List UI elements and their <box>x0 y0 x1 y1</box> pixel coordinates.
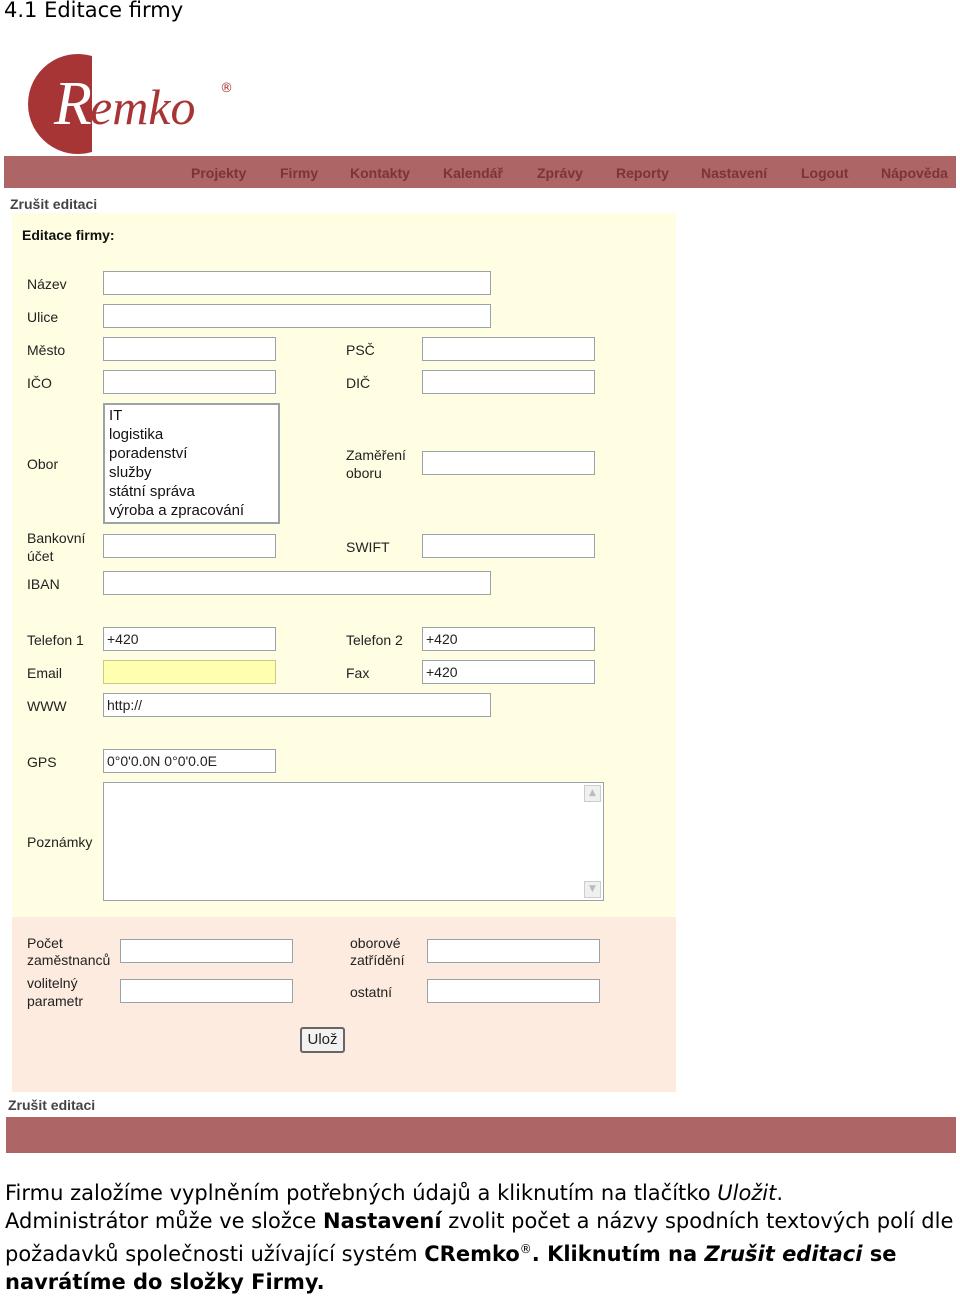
gps-input[interactable] <box>103 749 276 773</box>
label-gps: GPS <box>27 754 57 770</box>
svg-text:R: R <box>54 70 92 138</box>
label-oborove-2: zatřídění <box>350 952 405 968</box>
fax-input[interactable] <box>422 660 595 684</box>
cancel-edit-link-bottom[interactable]: Zrušit editaci <box>8 1097 96 1113</box>
para-bold: se navrátíme do složky Firmy. <box>5 1242 897 1294</box>
oborove-zatrideni-input[interactable] <box>427 939 600 963</box>
nav-kalendar[interactable]: Kalendář <box>443 165 503 181</box>
nav-napoveda[interactable]: Nápověda <box>881 165 948 181</box>
label-ostatni: ostatní <box>350 984 393 1000</box>
scroll-up-icon[interactable]: ▲ <box>584 785 601 802</box>
zamereni-oboru-input[interactable] <box>422 451 595 475</box>
nav-firmy[interactable]: Firmy <box>280 165 319 181</box>
form-title: Editace firmy: <box>22 227 115 243</box>
para-text: Firmu založíme vyplněním potřebných údajů a kliknutím na tlačítko <box>5 1181 718 1205</box>
mesto-input[interactable] <box>103 337 276 361</box>
label-bankovni-2: účet <box>27 548 54 564</box>
para-text: zvolit počet a názvy spodních textových polí dle požadavků společnosti užívající systém <box>5 1209 954 1266</box>
nav-projekty[interactable]: Projekty <box>191 165 247 181</box>
label-telefon2: Telefon 2 <box>346 632 403 648</box>
label-fax: Fax <box>346 665 370 681</box>
email-input[interactable] <box>103 660 276 684</box>
label-psc: PSČ <box>346 342 375 358</box>
svg-text:emko: emko <box>90 79 196 135</box>
remko-logo <box>6 52 238 156</box>
para-text: Administrátor může ve složce <box>5 1209 324 1233</box>
label-ico: IČO <box>27 375 52 391</box>
nav-kontakty[interactable]: Kontakty <box>350 165 410 181</box>
nazev-input[interactable] <box>103 271 491 295</box>
pocet-zamestnancu-input[interactable] <box>120 939 293 963</box>
label-oborove: oborové <box>350 935 401 951</box>
bankovni-ucet-input[interactable] <box>103 534 276 558</box>
label-zamereni-2: oboru <box>346 465 382 481</box>
obor-option[interactable]: služby <box>109 464 152 481</box>
dic-input[interactable] <box>422 370 595 394</box>
svg-text:®: ® <box>220 81 233 96</box>
nav-nastaveni[interactable]: Nastavení <box>701 165 768 181</box>
cancel-edit-link-top[interactable]: Zrušit editaci <box>10 196 98 212</box>
footer-bar <box>6 1117 956 1153</box>
label-dic: DIČ <box>346 375 371 391</box>
nav-zpravy[interactable]: Zprávy <box>537 165 583 181</box>
label-email: Email <box>27 665 63 681</box>
ostatni-input[interactable] <box>427 979 600 1003</box>
label-volitelny: volitelný <box>27 975 78 991</box>
label-pocet-2: zaměstnanců <box>27 952 111 968</box>
para-italic: Uložit <box>717 1181 777 1205</box>
para-bold-italic: Zrušit editaci <box>704 1242 863 1266</box>
main-nav <box>4 156 956 188</box>
obor-option[interactable]: poradenství <box>109 445 188 462</box>
label-swift: SWIFT <box>346 539 390 555</box>
obor-option[interactable]: výroba a zpracování <box>109 502 245 519</box>
obor-option[interactable]: logistika <box>109 426 164 443</box>
label-telefon1: Telefon 1 <box>27 632 84 648</box>
label-www: WWW <box>27 698 67 714</box>
para-registered: ® <box>519 1242 532 1256</box>
para-bold: Nastavení <box>323 1209 442 1233</box>
nav-logout[interactable]: Logout <box>801 165 849 181</box>
ulice-input[interactable] <box>103 304 491 328</box>
description-paragraph <box>5 1179 955 1296</box>
para-bold: . Kliknutím na <box>531 1242 705 1266</box>
iban-input[interactable] <box>103 571 491 595</box>
label-bankovni: Bankovní <box>27 530 86 546</box>
obor-option[interactable]: IT <box>109 407 123 424</box>
obor-option[interactable]: státní správa <box>109 483 195 500</box>
telefon1-input[interactable] <box>103 627 276 651</box>
label-nazev: Název <box>27 276 67 292</box>
label-volitelny-2: parametr <box>27 993 84 1009</box>
ico-input[interactable] <box>103 370 276 394</box>
swift-input[interactable] <box>422 534 595 558</box>
label-zamereni: Zaměření <box>346 447 406 463</box>
page-heading: 4.1 Editace firmy <box>4 0 184 22</box>
obor-listbox[interactable] <box>103 403 280 524</box>
para-text: . <box>776 1181 784 1205</box>
volitelny-parametr-input[interactable] <box>120 979 293 1003</box>
nav-reporty[interactable]: Reporty <box>616 165 669 181</box>
para-brand: CRemko <box>424 1242 520 1266</box>
label-ulice: Ulice <box>27 309 59 325</box>
save-button[interactable]: Ulož <box>300 1027 345 1053</box>
psc-input[interactable] <box>422 337 595 361</box>
telefon2-input[interactable] <box>422 627 595 651</box>
scroll-down-icon[interactable]: ▼ <box>584 881 601 898</box>
label-mesto: Město <box>27 342 66 358</box>
poznamky-textarea[interactable] <box>103 782 604 901</box>
label-pocet: Počet <box>27 935 63 951</box>
label-obor: Obor <box>27 456 59 472</box>
www-input[interactable] <box>103 693 491 717</box>
label-poznamky: Poznámky <box>27 834 93 850</box>
label-iban: IBAN <box>27 576 60 592</box>
